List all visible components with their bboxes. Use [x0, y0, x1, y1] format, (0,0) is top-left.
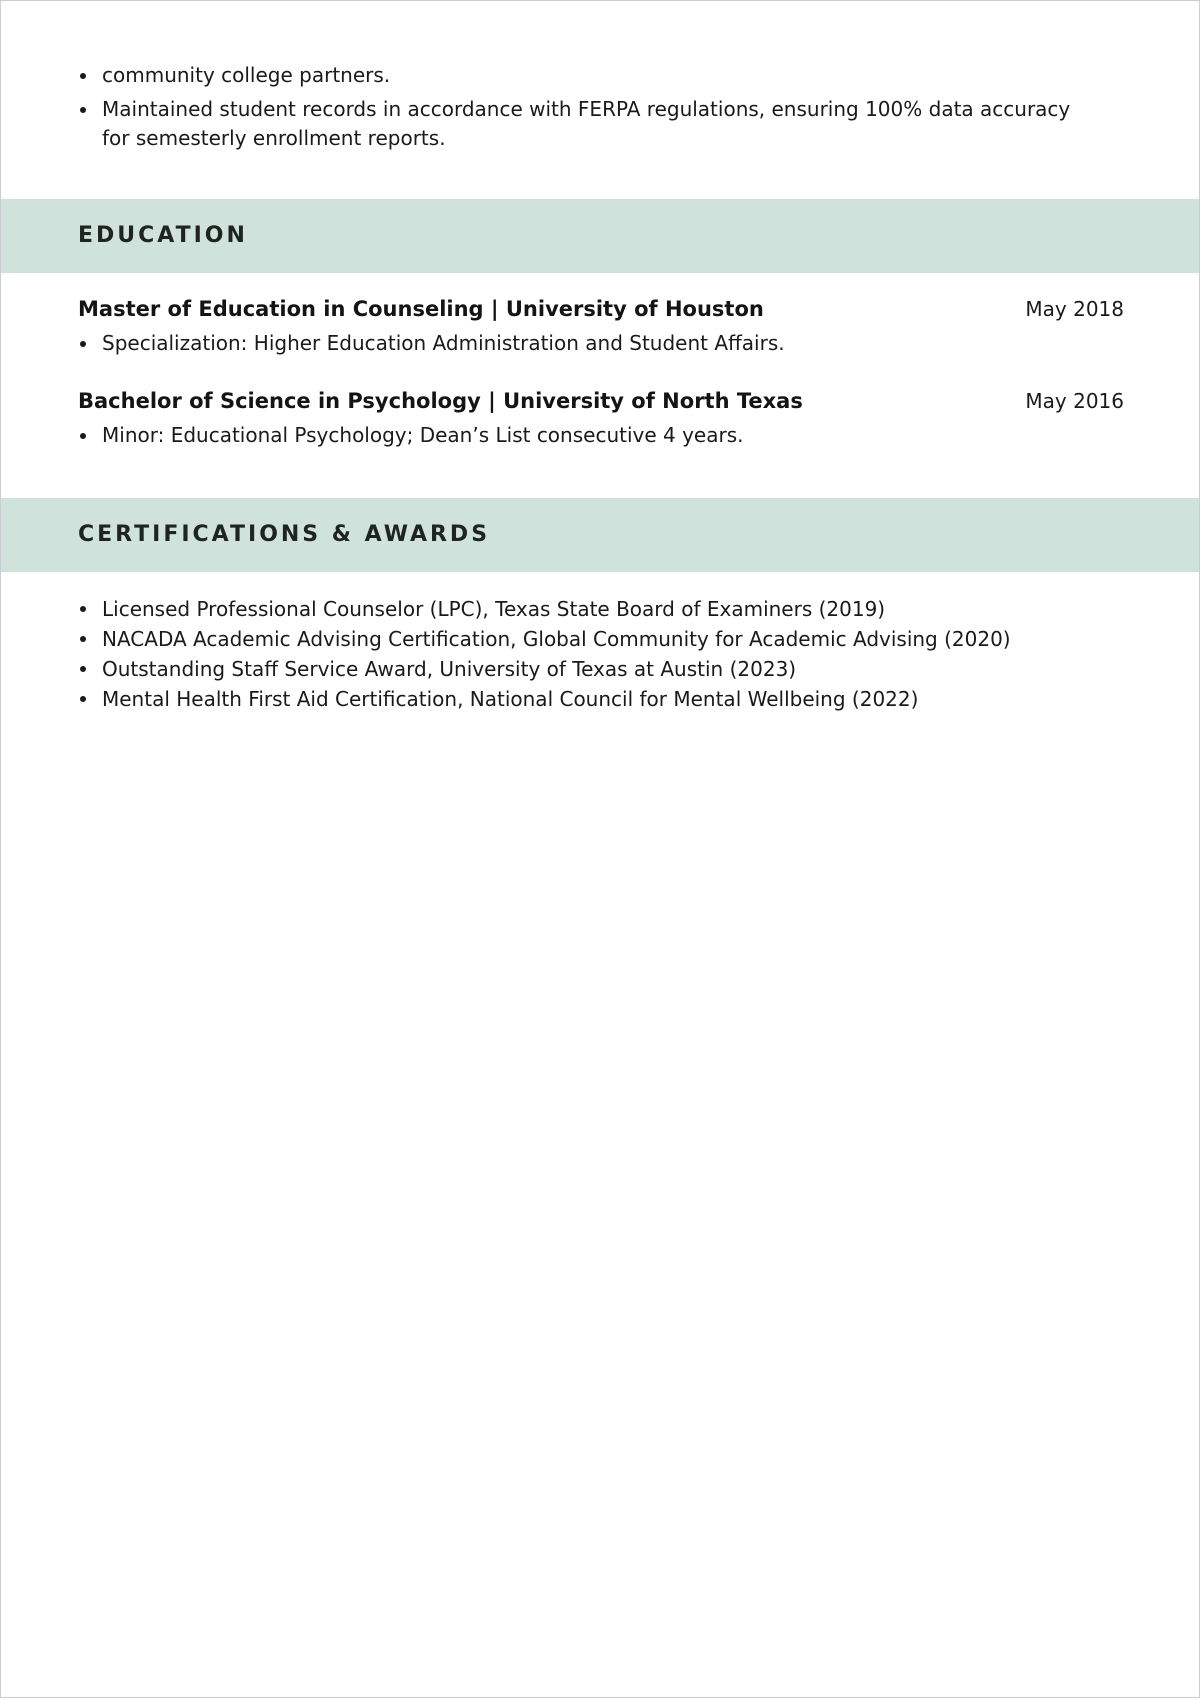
certifications-section-header	[1, 498, 1199, 572]
list-item: NACADA Academic Advising Certification, Global Community for Academic Advising (2020)	[78, 624, 1124, 654]
education-heading: EDUCATION	[78, 223, 248, 248]
list-item: Maintained student records in accordance with FERPA regulations, ensuring 100% data accuracy for semesterly enrollment reports.	[78, 95, 1078, 153]
list-item: Outstanding Staff Service Award, University of Texas at Austin (2023)	[78, 654, 1124, 684]
degree-bullet-list	[78, 329, 1124, 358]
experience-continued	[78, 61, 1078, 158]
education-section-header	[1, 199, 1199, 273]
certifications-heading: CERTIFICATIONS & AWARDS	[78, 522, 491, 547]
degree-title: Master of Education in Counseling | University of Houston	[78, 297, 764, 321]
entry-header	[78, 293, 1124, 325]
list-item: Specialization: Higher Education Administration and Student Affairs.	[78, 329, 1124, 358]
education-entry-bachelors	[78, 385, 1124, 450]
degree-date: May 2016	[1025, 389, 1124, 413]
list-item: Mental Health First Aid Certification, National Council for Mental Wellbeing (2022)	[78, 684, 1124, 714]
degree-bullet-list	[78, 421, 1124, 450]
certifications-list	[78, 594, 1124, 714]
entry-header	[78, 385, 1124, 417]
degree-title: Bachelor of Science in Psychology | University of North Texas	[78, 389, 803, 413]
education-entry-masters	[78, 293, 1124, 358]
certifications-bullet-list	[78, 594, 1124, 714]
list-item: Licensed Professional Counselor (LPC), Texas State Board of Examiners (2019)	[78, 594, 1124, 624]
list-item: community college partners.	[78, 61, 1078, 90]
list-item: Minor: Educational Psychology; Dean’s List consecutive 4 years.	[78, 421, 1124, 450]
degree-date: May 2018	[1025, 297, 1124, 321]
experience-bullet-list	[78, 61, 1078, 153]
